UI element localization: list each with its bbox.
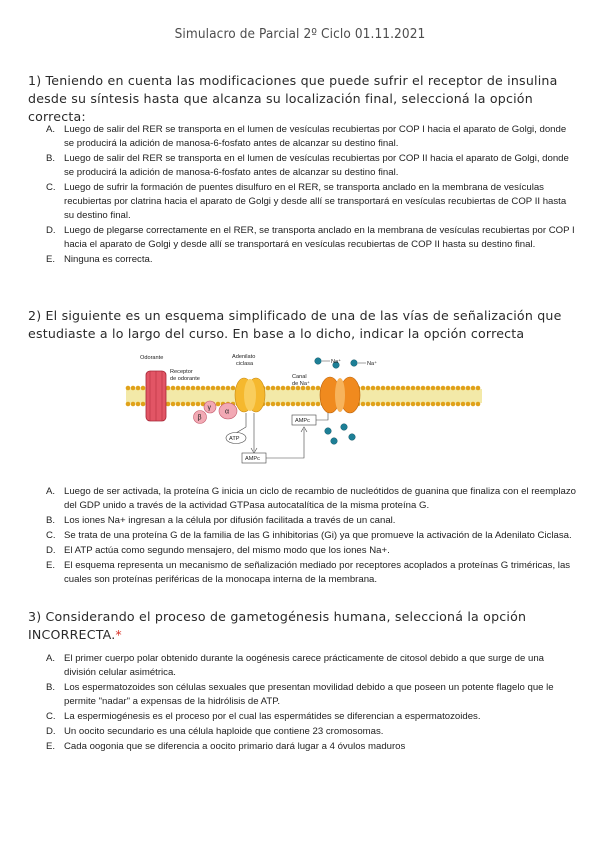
phospholipid-head xyxy=(456,386,461,391)
phospholipid-head xyxy=(191,402,196,407)
phospholipid-head xyxy=(371,402,376,407)
label-receptor-2: de odorante xyxy=(170,376,200,382)
phospholipid-head xyxy=(226,386,231,391)
phospholipid-head xyxy=(426,402,431,407)
label-ampc-channel: AMPc xyxy=(295,418,310,424)
question-1-options xyxy=(46,123,576,268)
label-ampc-bottom: AMPc xyxy=(245,456,260,462)
q2-option-d[interactable]: D. El ATP actúa como segundo mensajero, del mismo modo que los iones Na+. xyxy=(46,545,390,556)
phospholipid-head xyxy=(196,402,201,407)
phospholipid-head xyxy=(476,386,481,391)
phospholipid-head xyxy=(421,386,426,391)
phospholipid-head xyxy=(281,386,286,391)
membrane-bilayer xyxy=(126,386,482,407)
q3-option-e[interactable]: E. Cada oogonia que se diferencia a oocito primario dará lugar a 4 óvulos maduros xyxy=(46,741,406,752)
phospholipid-head xyxy=(191,386,196,391)
label-gamma: γ xyxy=(207,404,211,412)
phospholipid-head xyxy=(176,402,181,407)
phospholipid-head xyxy=(471,386,476,391)
arrow-ampc-to-channel xyxy=(266,429,304,458)
phospholipid-head xyxy=(391,386,396,391)
phospholipid-head xyxy=(291,402,296,407)
phospholipid-head xyxy=(221,386,226,391)
phospholipid-head xyxy=(431,402,436,407)
q1-option-a[interactable]: A. Luego de salir del RER se transporta en el lumen de vesículas recubiertas por COP I hacia el aparato de Golgi, donde se producirá la adición de manosa-6-fosfato antes de alcanzar su destino final. xyxy=(46,124,567,149)
phospholipid-head xyxy=(206,386,211,391)
phospholipid-head xyxy=(281,402,286,407)
phospholipid-head xyxy=(216,386,221,391)
phospholipid-head xyxy=(306,402,311,407)
q1-option-d[interactable]: D. Luego de plegarse correctamente en el RER, se transporta anclado en la membrana de vesículas recubiertas por COP I hacia el aparato de Golgi y desde allí se transportará en vesículas recubiertas de COP II hasta su destino final. xyxy=(46,225,575,250)
phospholipid-head xyxy=(201,386,206,391)
phospholipid-head xyxy=(366,402,371,407)
phospholipid-head xyxy=(296,402,301,407)
phospholipid-head xyxy=(141,402,146,407)
phospholipid-head xyxy=(446,386,451,391)
q2-option-b[interactable]: B. Los iones Na+ ingresan a la célula por difusión facilitada a través de un canal. xyxy=(46,515,396,526)
phospholipid-head xyxy=(421,402,426,407)
q2-option-a[interactable]: A. Luego de ser activada, la proteína G inicia un ciclo de recambio de nucleótidos de guanina que finaliza con el reemplazo del GDP unido a través de la actividad GTPasa autocatalítica de la misma proteína G. xyxy=(46,486,576,511)
phospholipid-head xyxy=(471,402,476,407)
phospholipid-head xyxy=(451,386,456,391)
question-2-text: 2) El siguiente es un esquema simplificado de una de las vías de señalización que estudiaste a lo largo del curso. En base a lo dicho, indicar la opción correcta xyxy=(28,308,562,341)
phospholipid-head xyxy=(396,386,401,391)
phospholipid-head xyxy=(466,402,471,407)
phospholipid-head xyxy=(286,386,291,391)
phospholipid-head xyxy=(466,386,471,391)
label-adenilato-1: Adenilato xyxy=(232,354,256,360)
question-3-text: 3) Considerando el proceso de gametogénesis humana, seleccioná la opción INCORRECTA.* xyxy=(28,609,527,642)
phospholipid-head xyxy=(416,386,421,391)
q1-option-c[interactable]: C. Luego de sufrir la formación de puentes disulfuro en el RER, se transporta anclado en la membrana de vesículas recubiertas por clatrina hacia el aparato de Golgi y desde allí se transportará en vesículas recubiertas de COP II hasta su destino final. xyxy=(46,182,567,221)
phospholipid-head xyxy=(406,386,411,391)
sodium-channel xyxy=(320,377,360,413)
phospholipid-head xyxy=(376,386,381,391)
phospholipid-head xyxy=(391,402,396,407)
label-odorante: Odorante xyxy=(140,355,164,361)
phospholipid-head xyxy=(366,386,371,391)
phospholipid-head xyxy=(186,402,191,407)
phospholipid-head xyxy=(216,402,221,407)
phospholipid-head xyxy=(436,402,441,407)
phospholipid-head xyxy=(441,402,446,407)
page-title: Simulacro de Parcial 2º Ciclo 01.11.2021 xyxy=(174,26,426,42)
phospholipid-head xyxy=(381,402,386,407)
phospholipid-head xyxy=(376,402,381,407)
phospholipid-head xyxy=(411,386,416,391)
phospholipid-head xyxy=(361,386,366,391)
phospholipid-head xyxy=(371,386,376,391)
phospholipid-head xyxy=(476,402,481,407)
question-1-text: 1) Teniendo en cuenta las modificaciones que puede sufrir el receptor de insulina desde su síntesis hasta que alcanza su localización final, seleccioná la opción correcta: xyxy=(28,73,558,124)
q2-option-e[interactable]: E. El esquema representa un mecanismo de señalización mediado por receptores acoplados a proteínas G triméricas, las cuales son proteínas periféricas de la monocapa interna de la membrana. xyxy=(46,560,571,585)
phospholipid-head xyxy=(286,402,291,407)
q1-option-e[interactable]: E. Ninguna es correcta. xyxy=(46,254,153,265)
phospholipid-head xyxy=(311,386,316,391)
label-atp: ATP xyxy=(229,436,240,442)
phospholipid-head xyxy=(176,386,181,391)
phospholipid-head xyxy=(426,386,431,391)
phospholipid-head xyxy=(131,386,136,391)
phospholipid-head xyxy=(316,402,321,407)
phospholipid-head xyxy=(131,402,136,407)
phospholipid-head xyxy=(181,386,186,391)
phospholipid-head xyxy=(361,402,366,407)
phospholipid-head xyxy=(461,386,466,391)
phospholipid-head xyxy=(411,402,416,407)
phospholipid-head xyxy=(141,386,146,391)
phospholipid-head xyxy=(446,402,451,407)
phospholipid-head xyxy=(406,402,411,407)
label-canal-1: Canal xyxy=(292,374,307,380)
question-3-options xyxy=(46,652,576,755)
phospholipid-head xyxy=(271,402,276,407)
phospholipid-head xyxy=(431,386,436,391)
phospholipid-head xyxy=(136,386,141,391)
label-receptor-1: Receptor xyxy=(170,369,193,375)
label-na-1: Na⁺ xyxy=(331,359,342,365)
question-2-options xyxy=(46,485,576,588)
q3-option-d[interactable]: D. Un oocito secundario es una célula haploide que contiene 23 cromosomas. xyxy=(46,726,384,737)
phospholipid-head xyxy=(181,402,186,407)
phospholipid-head xyxy=(461,402,466,407)
q3-option-a[interactable]: A. El primer cuerpo polar obtenido durante la oogénesis carece prácticamente de citosol debido a que surge de una división celular asimétrica. xyxy=(46,653,544,678)
phospholipid-head xyxy=(396,402,401,407)
label-adenilato-2: ciclasa xyxy=(236,361,254,367)
phospholipid-head xyxy=(196,386,201,391)
q1-option-b[interactable]: B. Luego de salir del RER se transporta en el lumen de vesículas recubiertas por COP II hacia el aparato de Golgi, donde se producirá la adición de manosa-6-fosfato antes de alcanzar su destino final. xyxy=(46,153,569,178)
signaling-pathway-diagram xyxy=(118,349,490,467)
phospholipid-head xyxy=(126,402,131,407)
phospholipid-head xyxy=(276,402,281,407)
phospholipid-head xyxy=(276,386,281,391)
phospholipid-head xyxy=(316,386,321,391)
phospholipid-head xyxy=(311,402,316,407)
phospholipid-head xyxy=(386,402,391,407)
phospholipid-head xyxy=(401,402,406,407)
phospholipid-head xyxy=(211,386,216,391)
adenylate-cyclase xyxy=(235,378,265,412)
phospholipid-head xyxy=(266,402,271,407)
required-mark: * xyxy=(115,627,122,642)
phospholipid-head xyxy=(186,386,191,391)
q3-option-c[interactable]: C. La espermiogénesis es el proceso por el cual las espermátides se diferencian a espermatozoides. xyxy=(46,711,481,722)
phospholipid-head xyxy=(266,386,271,391)
phospholipid-head xyxy=(126,386,131,391)
label-alpha: α xyxy=(225,408,230,416)
phospholipid-head xyxy=(401,386,406,391)
phospholipid-head xyxy=(436,386,441,391)
phospholipid-head xyxy=(451,402,456,407)
phospholipid-head xyxy=(456,402,461,407)
phospholipid-head xyxy=(271,386,276,391)
phospholipid-head xyxy=(171,402,176,407)
phospholipid-head xyxy=(416,402,421,407)
q2-option-c[interactable]: C. Se trata de una proteína G de la familia de las G inhibitorias (Gi) ya que promueve la activación de la Adenilato Ciclasa. xyxy=(46,530,572,541)
phospholipid-head xyxy=(171,386,176,391)
q3-option-b[interactable]: B. Los espermatozoides son células sexuales que presentan movilidad debido a que poseen un potente flagelo que le permite "nadar" a expensas de la hidrólisis de ATP. xyxy=(46,682,554,707)
label-beta: β xyxy=(197,414,202,422)
odorant-receptor xyxy=(146,371,166,421)
phospholipid-head xyxy=(381,386,386,391)
membrane-core xyxy=(126,389,482,403)
label-na-2: Na⁺ xyxy=(367,361,378,367)
phospholipid-head xyxy=(441,386,446,391)
label-canal-2: de Na⁺ xyxy=(292,381,310,387)
phospholipid-head xyxy=(386,386,391,391)
phospholipid-head xyxy=(301,402,306,407)
arrow-to-atp xyxy=(236,413,246,433)
phospholipid-head xyxy=(136,402,141,407)
phospholipid-head xyxy=(231,386,236,391)
